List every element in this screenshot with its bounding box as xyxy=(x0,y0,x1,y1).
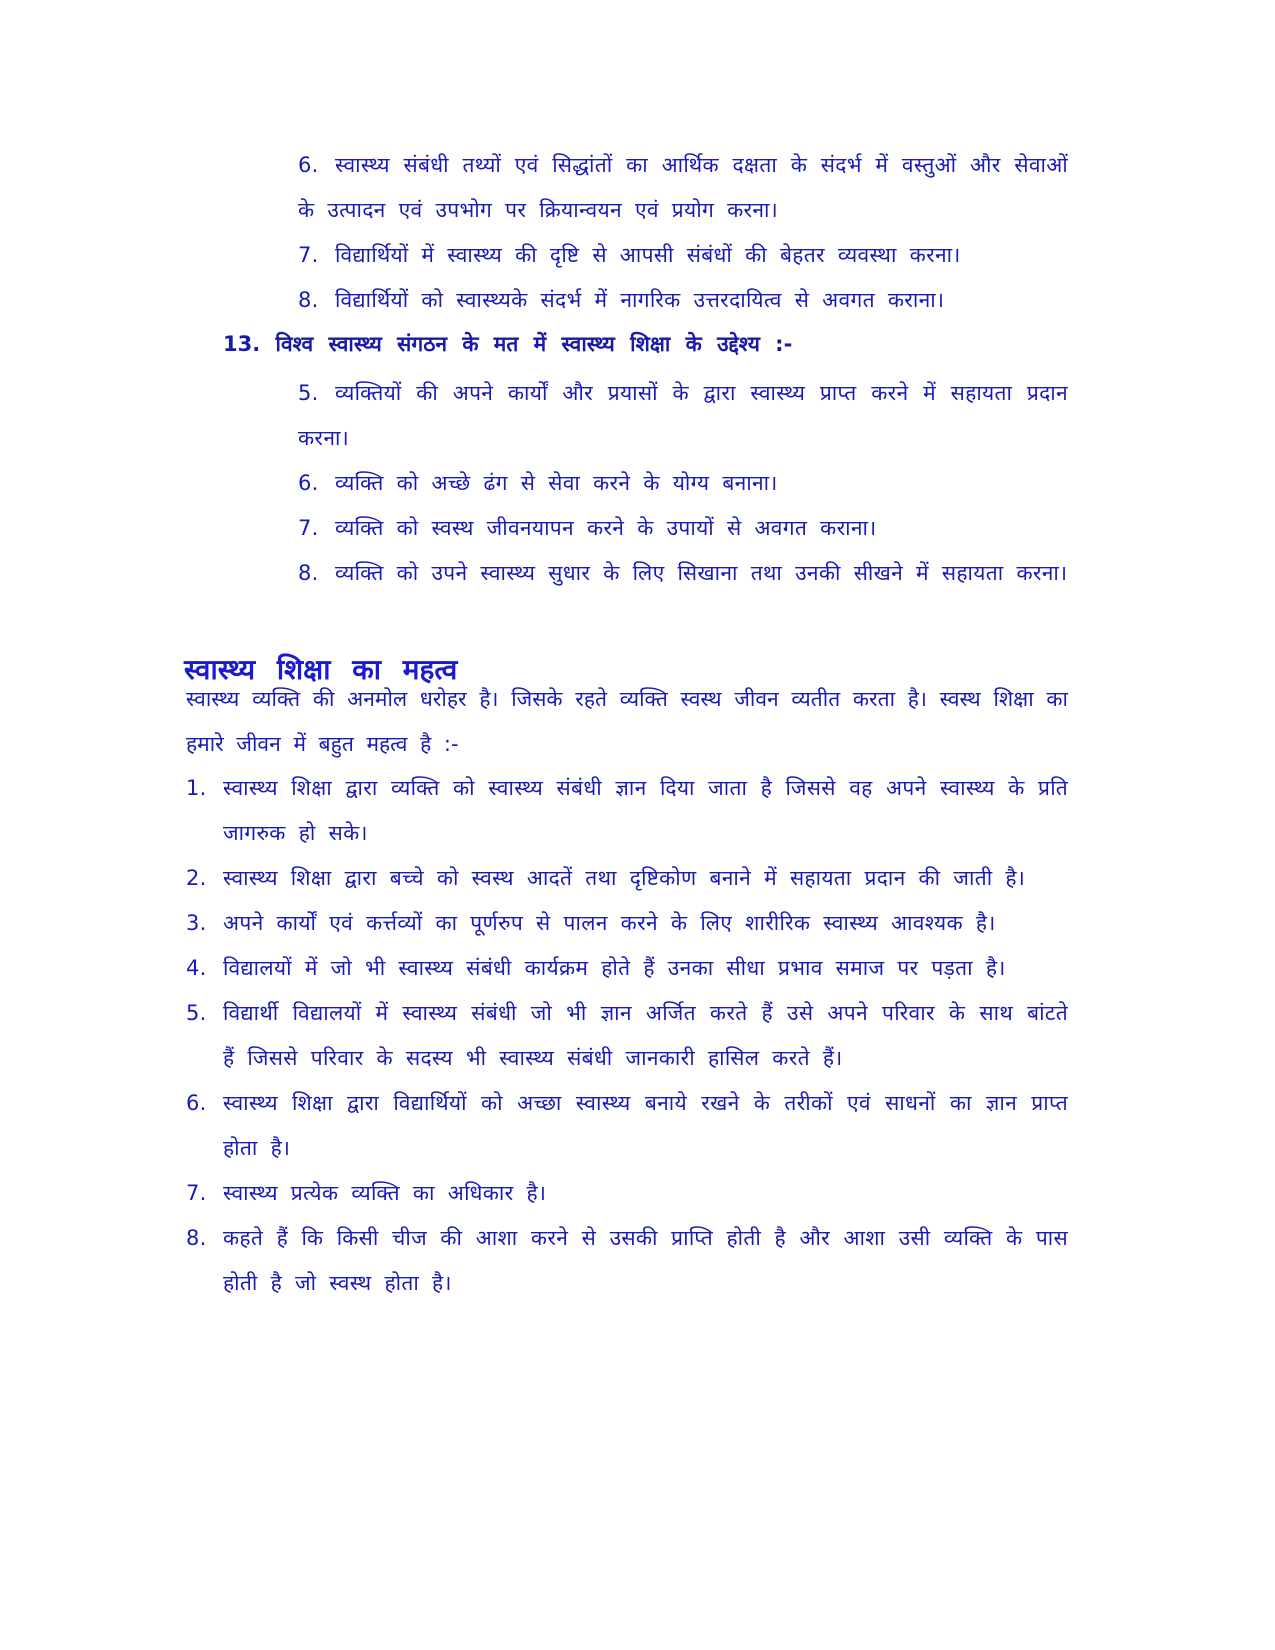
list-item xyxy=(298,371,1068,461)
list-item-text: स्वास्थ्य शिक्षा द्वारा बच्चे को स्वस्थ आदतें तथा दृष्टिकोण बनाने में सहायता प्रदान की जाती है। xyxy=(223,866,1026,890)
list-item xyxy=(298,506,1068,551)
who-objectives-list xyxy=(298,371,1068,596)
list-item-text: विद्यार्थी विद्यालयों में स्वास्थ्य संबंधी जो भी ज्ञान अर्जित करते हैं उसे अपने परिवार के साथ बांटते हैं जिससे परिवार के सदस्य भी स्वास्थ्य संबंधी जानकारी हासिल करते हैं। xyxy=(223,1001,1068,1070)
list-item-number: 6. xyxy=(186,1091,207,1115)
objectives-list-continued xyxy=(298,143,1068,323)
list-item-number: 2. xyxy=(186,866,207,890)
list-item-text: व्यक्ति को स्वस्थ जीवनयापन करने के उपायों से अवगत कराना। xyxy=(335,516,877,540)
list-item-text: व्यक्ति को अच्छे ढंग से सेवा करने के योग्य बनाना। xyxy=(335,471,778,495)
list-item-text: व्यक्ति को उपने स्वास्थ्य सुधार के लिए सिखाना तथा उनकी सीखने में सहायता करना। xyxy=(335,561,1068,585)
list-item-number: 1. xyxy=(186,776,207,800)
list-item-number: 7. xyxy=(298,243,319,267)
list-item xyxy=(186,991,1068,1081)
list-item-number: 6. xyxy=(298,153,319,177)
list-item xyxy=(186,1216,1068,1306)
list-item-number: 8. xyxy=(186,1226,207,1250)
importance-list xyxy=(186,766,1068,1306)
list-item-text: व्यक्तियों की अपने कार्यों और प्रयासों के द्वारा स्वास्थ्य प्राप्त करने में सहायता प्रदान करना। xyxy=(298,381,1068,450)
list-item xyxy=(186,856,1068,901)
list-item-text: विद्यार्थियों को स्वास्थ्यके संदर्भ में नागरिक उत्तरदायित्व से अवगत कराना। xyxy=(335,288,945,312)
list-item-number: 8. xyxy=(298,288,319,312)
list-item xyxy=(186,766,1068,856)
list-item xyxy=(298,278,1068,323)
list-item xyxy=(186,1081,1068,1171)
list-item xyxy=(298,143,1068,233)
section-title: स्वास्थ्य शिक्षा का महत्व xyxy=(184,653,458,686)
list-item-number: 5. xyxy=(186,1001,207,1025)
list-item-text: स्वास्थ्य शिक्षा द्वारा व्यक्ति को स्वास्थ्य संबंधी ज्ञान दिया जाता है जिससे वह अपने स्वास्थ्य के प्रति जागरुक हो सके। xyxy=(223,776,1068,845)
list-item-text: विद्यालयों में जो भी स्वास्थ्य संबंधी कार्यक्रम होते हैं उनका सीधा प्रभाव समाज पर पड़ता है। xyxy=(223,956,1006,980)
list-item-number: 7. xyxy=(298,516,319,540)
intro-paragraph: स्वास्थ्य व्यक्ति की अनमोल धरोहर है। जिसके रहते व्यक्ति स्वस्थ जीवन व्यतीत करता है। स्वस्थ शिक्षा का हमारे जीवन में बहुत महत्व है :- xyxy=(186,687,1068,756)
list-item xyxy=(186,901,1068,946)
list-item-text: कहते हैं कि किसी चीज की आशा करने से उसकी प्राप्ति होती है और आशा उसी व्यक्ति के पास होती है जो स्वस्थ होता है। xyxy=(223,1226,1068,1295)
list-item-number: 3. xyxy=(186,911,207,935)
list-item xyxy=(298,461,1068,506)
list-item xyxy=(298,233,1068,278)
list-item-number: 6. xyxy=(298,471,319,495)
list-item-number: 7. xyxy=(186,1181,207,1205)
list-item-text: स्वास्थ्य शिक्षा द्वारा विद्यार्थियों को अच्छा स्वास्थ्य बनाये रखने के तरीकों एवं साधनों का ज्ञान प्राप्त होता है। xyxy=(223,1091,1068,1160)
who-objectives-heading: 13. विश्व स्वास्थ्य संगठन के मत में स्वास्थ्य शिक्षा के उद्देश्य :- xyxy=(223,332,793,356)
list-item-text: स्वास्थ्य संबंधी तथ्यों एवं सिद्धांतों का आर्थिक दक्षता के संदर्भ में वस्तुओं और सेवाओं के उत्पादन एवं उपभोग पर क्रियान्वयन एवं प्रयोग करना। xyxy=(298,153,1068,222)
list-item-number: 8. xyxy=(298,561,319,585)
list-item-text: अपने कार्यों एवं कर्त्तव्यों का पूर्णरुप से पालन करने के लिए शारीरिक स्वास्थ्य आवश्यक है। xyxy=(223,911,996,935)
list-item-text: विद्यार्थियों में स्वास्थ्य की दृष्टि से आपसी संबंधों की बेहतर व्यवस्था करना। xyxy=(335,243,961,267)
list-item xyxy=(298,551,1068,596)
list-item xyxy=(186,946,1068,991)
list-item xyxy=(186,1171,1068,1216)
list-item-text: स्वास्थ्य प्रत्येक व्यक्ति का अधिकार है। xyxy=(223,1181,547,1205)
list-item-number: 4. xyxy=(186,956,207,980)
list-item-number: 5. xyxy=(298,381,319,405)
